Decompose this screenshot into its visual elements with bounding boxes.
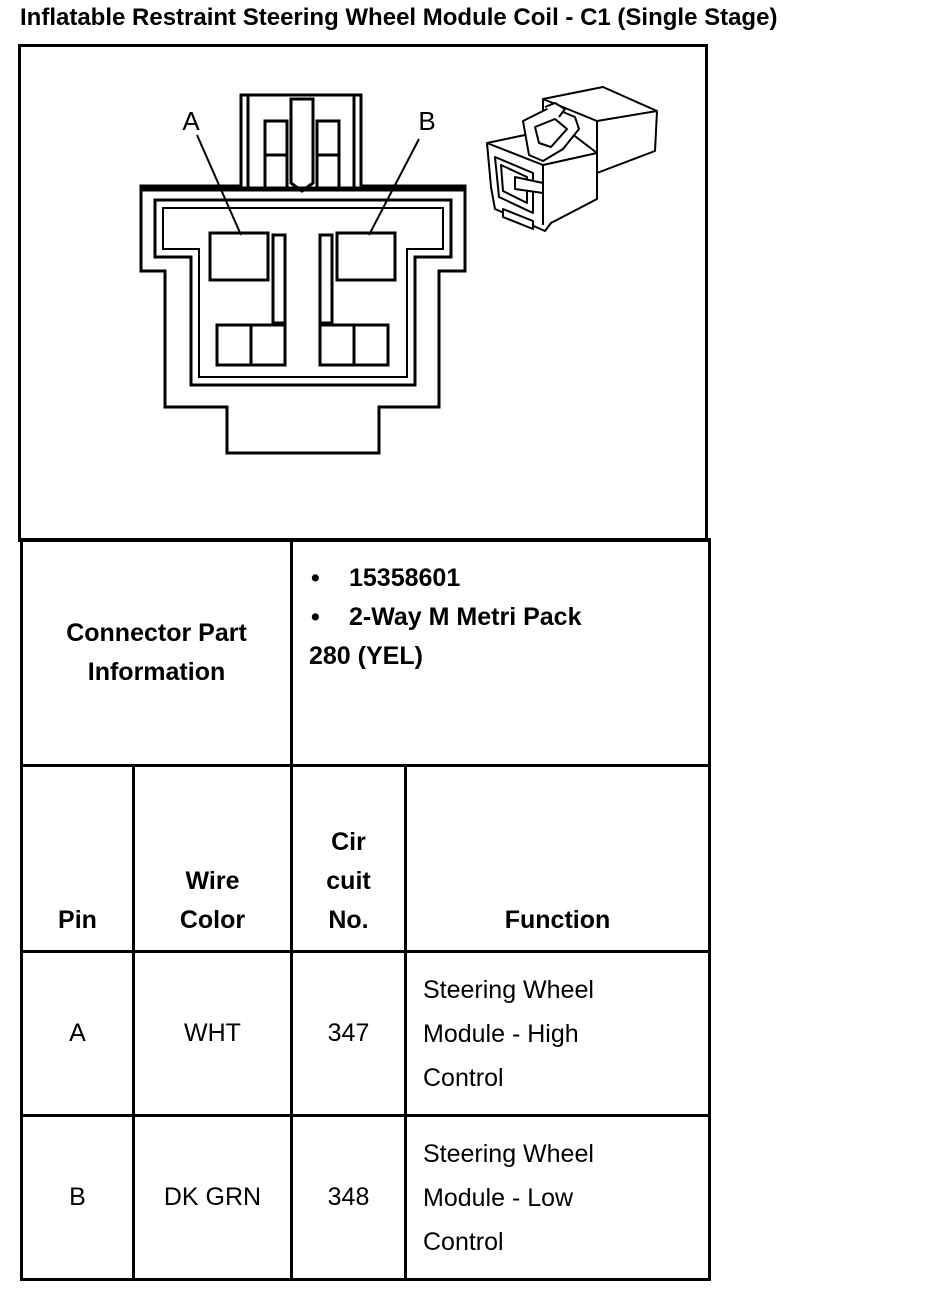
row-b-circuit: 348 xyxy=(292,1116,406,1280)
connector-part-label-line2: Information xyxy=(87,657,226,686)
divider-right xyxy=(320,235,332,323)
divider-left xyxy=(273,235,285,323)
connector-part-details xyxy=(292,540,710,766)
row-a-wire-color: WHT xyxy=(134,952,292,1116)
inner-cavity-bevel xyxy=(163,208,443,377)
row-b-function: Steering Wheel Module - Low Control xyxy=(406,1116,710,1280)
connector-part-row xyxy=(22,540,710,766)
header-circuit-no: Cir cuit No. xyxy=(292,766,406,952)
lock-left-b xyxy=(251,325,285,365)
connector-diagram-panel xyxy=(18,44,708,542)
table-header-row xyxy=(22,766,710,952)
latch-window-left-top xyxy=(265,121,287,155)
page-title: Inflatable Restraint Steering Wheel Module Coil - C1 (Single Stage) xyxy=(20,4,778,31)
latch-window-left-bottom xyxy=(265,155,287,189)
latch-window-right-top xyxy=(317,121,339,155)
terminal-a xyxy=(210,233,268,280)
connector-info-table xyxy=(20,538,711,1281)
header-function: Function xyxy=(406,766,710,952)
connector-description-continued: 280 (YEL) xyxy=(309,642,423,670)
row-b-wire-color: DK GRN xyxy=(134,1116,292,1280)
row-a-circuit: 347 xyxy=(292,952,406,1116)
connector-part-label xyxy=(22,540,292,766)
lock-right-a xyxy=(320,325,354,365)
connector-isometric-illustration xyxy=(487,87,657,231)
terminal-b xyxy=(337,233,395,280)
lock-left-a xyxy=(217,325,251,365)
pin-label-a: A xyxy=(182,106,200,136)
table-row xyxy=(22,952,710,1116)
header-wire-color: Wire Color xyxy=(134,766,292,952)
row-b-pin: B xyxy=(22,1116,134,1280)
connector-part-label-line1: Connector Part xyxy=(66,618,247,647)
row-a-function: Steering Wheel Module - High Control xyxy=(406,952,710,1116)
table-row xyxy=(22,1116,710,1280)
connector-description: • 2-Way M Metri Pack xyxy=(309,598,708,637)
pin-label-b: B xyxy=(418,106,436,136)
latch-window-right-bottom xyxy=(317,155,339,189)
part-number: • 15358601 xyxy=(309,559,708,598)
header-pin: Pin xyxy=(22,766,134,952)
row-a-pin: A xyxy=(22,952,134,1116)
connector-face-diagram xyxy=(3,3,928,603)
lock-right-b xyxy=(354,325,388,365)
latch-pin xyxy=(291,99,313,191)
